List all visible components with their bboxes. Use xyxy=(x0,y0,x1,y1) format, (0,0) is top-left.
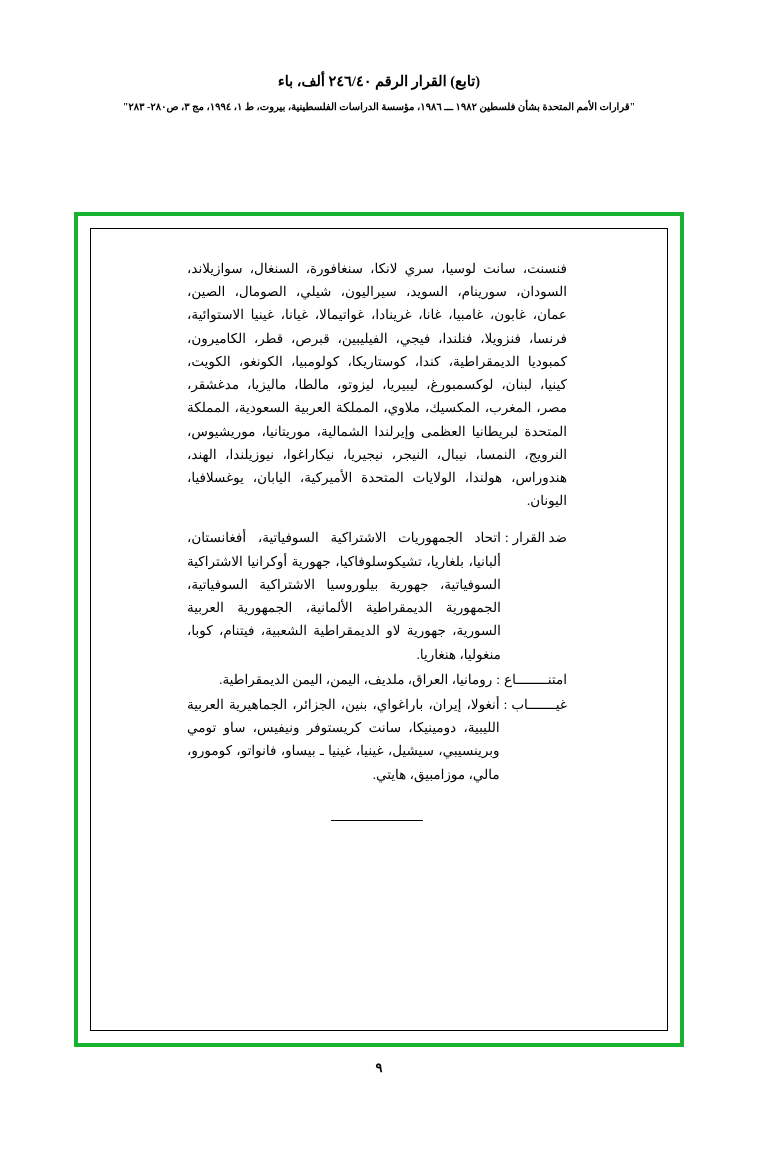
source-citation: "قرارات الأمم المتحدة بشأن فلسطين ١٩٨٢ ـــ ١٩٨٦، مؤسسة الدراسات الفلسطينية، بيروت، ط ١، ١٩٩٤، مج ٣، ص٢٨٠- ٢٨٣" xyxy=(122,102,636,114)
page-title: (تابع) القرار الرقم ٢٤٦/٤٠ ألف، باء xyxy=(277,74,481,90)
green-border-frame xyxy=(74,212,684,1047)
vote-colon-abstain: : xyxy=(496,671,501,687)
vote-colon-against: : xyxy=(504,530,509,546)
vote-breakdown xyxy=(187,526,567,785)
states-list-paragraph: فنسنت، سانت لوسيا، سري لانكا، سنغافورة، السنغال، سوازيلاند، السودان، سورينام، السويد، سيراليون، شيلي، الصومال، الصين، عمان، غابون، غامبيا، غانا، غرينادا، غواتيمالا، غيانا، غينيا الاستوائية، فرنسا، فنزويلا، فنلندا، فيجي، الفيليبين، قبرص، قطر، الكاميرون، كمبوديا الديمقراطية، كندا، كوستاريكا، كولومبيا، الكونغو، الكويت، كينيا، لبنان، لوكسمبورغ، ليبيريا، ليزوتو، مالطا، ماليزيا، مدغشقر، مصر، المغرب، المكسيك، ملاوي، المملكة العربية السعودية، المملكة المتحدة لبريطانيا العظمى وإيرلندا الشمالية، موريتانيا، موريشيوس، النرويج، النمسا، نيبال، النيجر، نيجيريا، نيكاراغوا، نيوزيلندا، الهند، هندوراس، هولندا، الولايات المتحدة الأميركية، اليابان، يوغسلافيا، اليونان. xyxy=(187,261,567,509)
vote-value-absent: أنغولا، إيران، باراغواي، بنين، الجزائر، الجماهيرية العربية الليبية، دومينيكا، سانت كريستوفر ونيفيس، ساو تومي وبرينسيبي، سيشيل، غينيا، غينيا ـ بيساو، فانواتو، كومورو، مالي، موزامبيق، هايتي. xyxy=(187,696,500,782)
vote-label-against: ضد القرار xyxy=(512,530,567,546)
vote-label-abstain: امتنــــــــاع xyxy=(504,671,567,687)
document-header xyxy=(0,72,758,115)
inner-border-frame xyxy=(90,228,668,1031)
vote-row-absent xyxy=(187,693,567,786)
page-number: ٩ xyxy=(375,1060,383,1075)
vote-row-against xyxy=(187,526,567,665)
vote-label-absent: غيـــــــاب xyxy=(511,696,567,712)
vote-row-abstain xyxy=(187,668,567,691)
document-page xyxy=(0,72,758,1150)
document-body xyxy=(187,257,567,821)
section-divider xyxy=(331,820,423,821)
vote-colon-absent: : xyxy=(503,696,508,712)
vote-value-against: اتحاد الجمهوريات الاشتراكية السوفياتية، أفغانستان، ألبانيا، بلغاريا، تشيكوسلوفاكيا، جهورية أوكرانيا الاشتراكية السوفياتية، جهورية بيلوروسيا الاشتراكية السوفياتية، الجمهورية الديمقراطية الألمانية، الجمهورية العربية السورية، جهورية لاو الديمقراطية الشعبية، فيتنام، كوبا، منغوليا، هنغاريا. xyxy=(187,530,501,662)
vote-value-abstain: رومانيا، العراق، ملديف، اليمن، اليمن الديمقراطية. xyxy=(219,671,493,687)
